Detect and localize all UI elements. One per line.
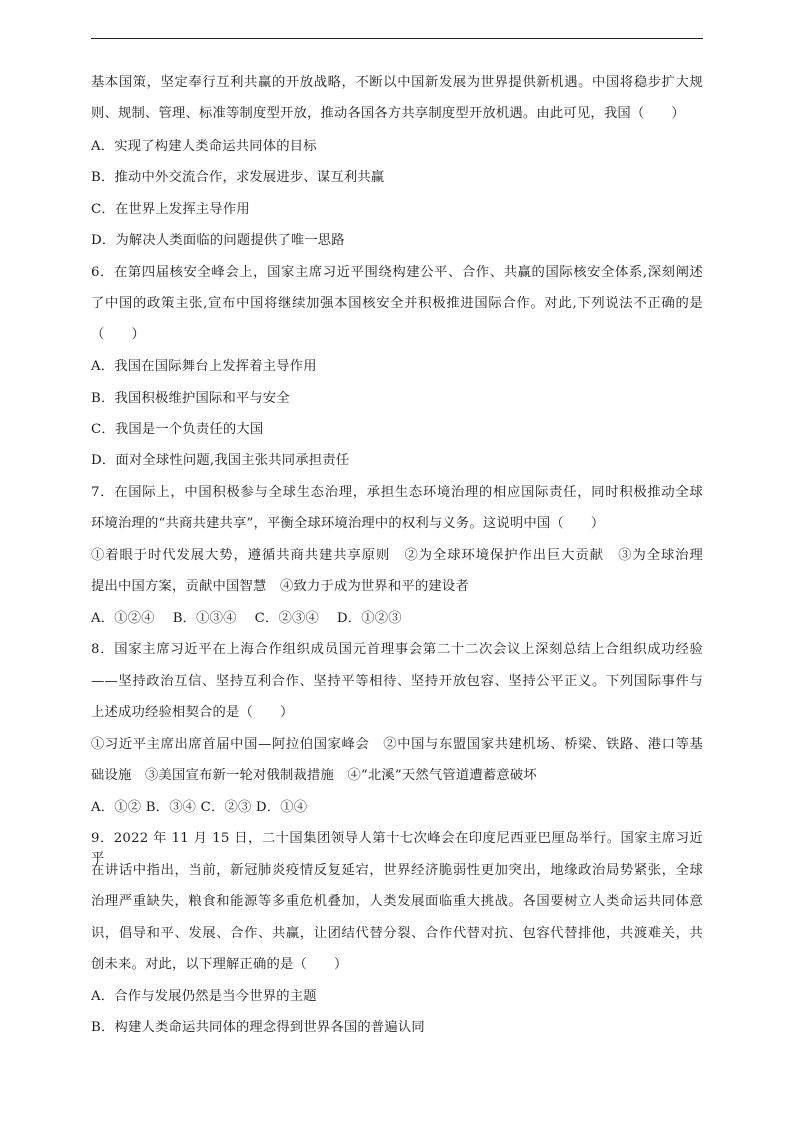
text-line: 基本国策，坚定奉行互利共赢的开放战略，不断以中国新发展为世界提供新机遇。中国将稳步扩大规 [91, 75, 703, 90]
text-line: C．在世界上发挥主导作用 [91, 202, 250, 217]
text-line: （ ） [91, 327, 145, 342]
text-line: A．①② B．③④ C．②③ D．①④ [91, 800, 308, 815]
text-line: B．我国积极维护国际和平与安全 [91, 391, 290, 406]
text-line: 上述成功经验相契合的是（ ） [91, 705, 294, 720]
text-line: 9．2022 年 11 月 15 日，二十国集团领导人第十七次峰会在印度尼西亚巴厘岛举行。国家主席习近平 [91, 831, 703, 866]
text-line: ①习近平主席出席首届中国—阿拉伯国家峰会 ②中国与东盟国家共建机场、桥梁、铁路、港口等基 [91, 737, 703, 752]
text-line: 在讲话中指出，当前，新冠肺炎疫情反复延宕，世界经济脆弱性更加突出，地缘政治局势紧张，全球 [91, 863, 703, 878]
text-line: ——坚持政治互信、坚持互利合作、坚持平等相待、坚持开放包容、坚持公平正义。下列国际事件与 [91, 674, 703, 689]
text-line: 础设施 ③美国宣布新一轮对俄制裁措施 ④“北溪”天然气管道遭蓄意破坏 [91, 768, 537, 783]
text-line: D．为解决人类面临的问题提供了唯一思路 [91, 233, 345, 248]
text-line: ①着眼于时代发展大势，遵循共商共建共享原则 ②为全球环境保护作出巨大贡献 ③为全球治理 [91, 548, 703, 563]
text-line: 7．在国际上，中国积极参与全球生态治理，承担生态环境治理的相应国际责任，同时积极推动全球 [91, 485, 703, 500]
text-line: 识，倡导和平、发展、合作、共赢，让团结代替分裂、合作代替对抗、包容代替排他，共渡难关，共 [91, 926, 703, 941]
text-line: 环境治理的“共商共建共享”，平衡全球环境治理中的权利与义务。这说明中国（ ） [91, 516, 605, 531]
text-line: 治理严重缺失，粮食和能源等多重危机叠加，人类发展面临重大挑战。各国要树立人类命运共同体意 [91, 894, 703, 909]
text-line: B．构建人类命运共同体的理念得到世界各国的普遍认同 [91, 1020, 425, 1035]
text-line: 创未来。对此，以下理解正确的是（ ） [91, 957, 348, 972]
text-line: D．面对全球性问题,我国主张共同承担责任 [91, 453, 350, 468]
header-rule [91, 38, 703, 39]
text-line: 则、规制、管理、标准等制度型开放，推动各国各方共享制度型开放机遇。由此可见，我国（ ） [91, 106, 685, 121]
text-line: 了中国的政策主张,宣布中国将继续加强本国核安全并积极推进国际合作。对此,下列说法不正确的是 [91, 296, 703, 311]
text-line: 提出中国方案，贡献中国智慧 ④致力于成为世界和平的建设者 [91, 579, 469, 594]
text-line: A．①②④ B．①③④ C．②③④ D．①②③ [91, 611, 402, 626]
text-line: B．推动中外交流合作，求发展进步、谋互利共赢 [91, 170, 385, 185]
text-line: 6．在第四届核安全峰会上，国家主席习近平围绕构建公平、合作、共赢的国际核安全体系,深刻阐述 [91, 265, 703, 280]
text-line: A．实现了构建人类命运共同体的目标 [91, 139, 317, 154]
text-line: C．我国是一个负责任的大国 [91, 422, 264, 437]
text-line: A．合作与发展仍然是当今世界的主题 [91, 989, 317, 1004]
text-line: A．我国在国际舞台上发挥着主导作用 [91, 359, 317, 374]
text-line: 8．国家主席习近平在上海合作组织成员国元首理事会第二十二次会议上深刻总结上合组织成功经验 [91, 642, 703, 657]
